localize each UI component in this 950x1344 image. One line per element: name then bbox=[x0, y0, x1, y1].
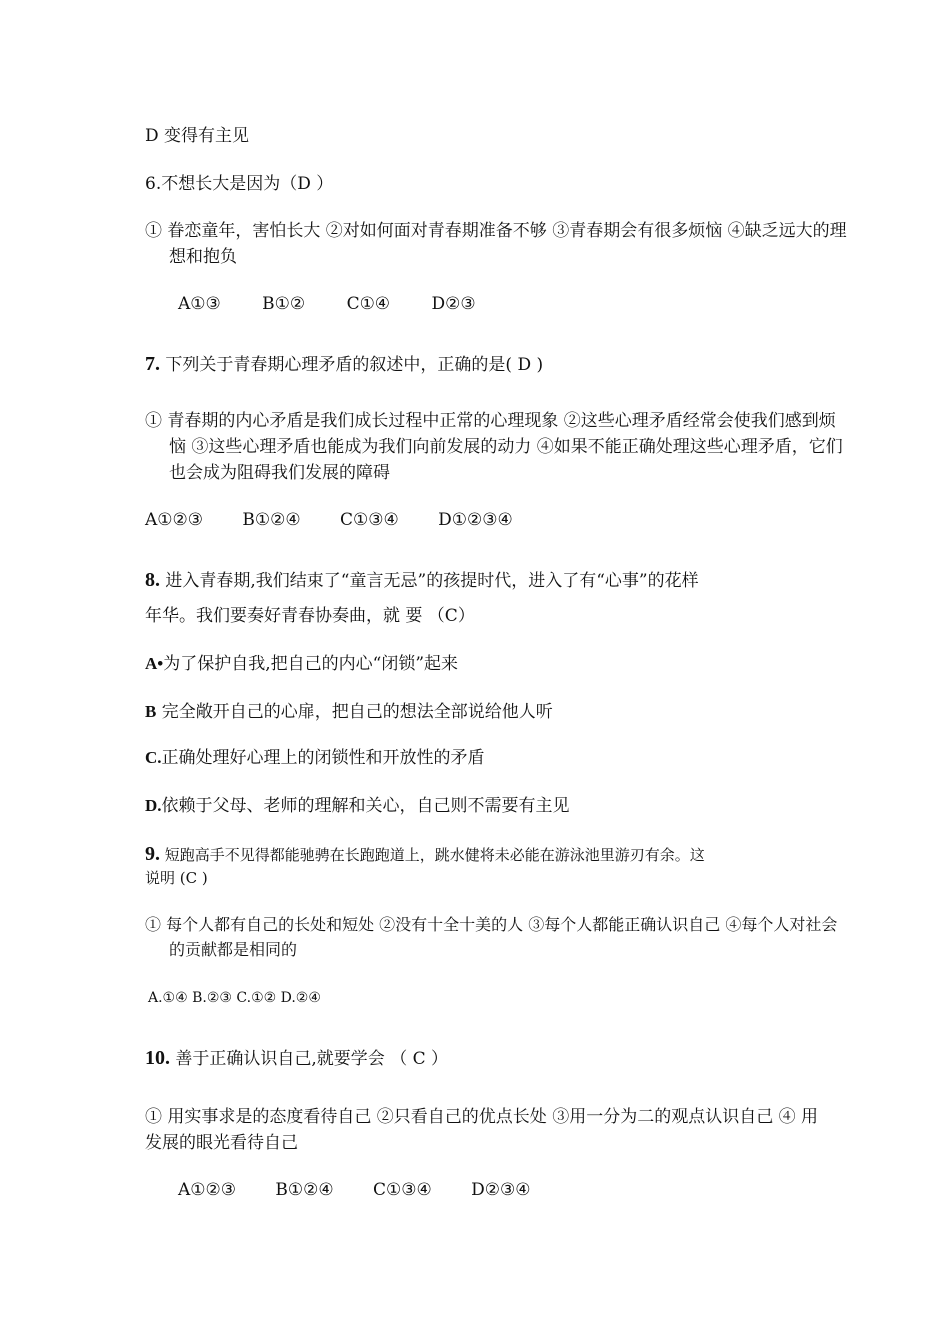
q8-option-b bbox=[145, 700, 553, 724]
q10-statements: ① 用实事求是的态度看待自己 ②只看自己的优点长处 ③用一分为二的观点认识自己 ④ 用发展的眼光看待自己 bbox=[145, 1107, 819, 1153]
q10-stem bbox=[145, 1046, 448, 1071]
q10-choice-d: D②③④ bbox=[471, 1180, 531, 1200]
q7-statements: ① 青春期的内心矛盾是我们成长过程中正常的心理现象 ②这些心理矛盾经常会使我们感到烦恼 ③这些心理矛盾也能成为我们向前发展的动力 ④如果不能正确处理这些心理矛盾，它们也会成为阻碍我们发展的障碍 bbox=[145, 411, 843, 483]
q9-stem-text: 短跑高手不见得都能驰骋在长跑跑道上，跳水健将未必能在游泳池里游刃有余。这 bbox=[160, 846, 705, 864]
q6-choice-a: A①③ bbox=[178, 294, 221, 314]
q7-choice-d: D①②③④ bbox=[438, 510, 513, 530]
q8-option-c-text: 正确处理好心理上的闭锁性和开放性的矛盾 bbox=[161, 748, 485, 768]
q8-option-d bbox=[145, 794, 570, 818]
q6-choice-b: B①② bbox=[262, 294, 306, 314]
q7-choice-b: B①②④ bbox=[242, 510, 301, 530]
q6-choice-d: D②③ bbox=[431, 294, 476, 314]
q8-option-a-label: A• bbox=[145, 654, 164, 673]
q7-stem-text: 下列关于青春期心理矛盾的叙述中，正确的是( D ) bbox=[160, 355, 544, 375]
q10-number: 10. bbox=[145, 1047, 170, 1069]
q8-stem-text: 进入青春期,我们结束了“童言无忌”的孩提时代，进入了有“心事”的花样 bbox=[160, 571, 699, 591]
q10-stem-text: 善于正确认识自己,就要学会 （ C ） bbox=[170, 1049, 449, 1069]
q9-choices: A.①④ B.②③ C.①② D.②④ bbox=[148, 990, 321, 1006]
q9-stem-line2: 说明 (C ) bbox=[145, 869, 208, 887]
q8-option-c bbox=[145, 746, 485, 770]
q10-choices bbox=[178, 1178, 565, 1202]
q8-option-c-label: C. bbox=[145, 748, 162, 767]
q8-number: 8. bbox=[145, 569, 160, 591]
q8-stem-line1 bbox=[145, 568, 699, 593]
q8-option-b-label: B bbox=[145, 702, 157, 721]
q6-choices bbox=[178, 292, 512, 316]
q9-stem-line1 bbox=[145, 842, 705, 867]
q8-option-d-label: D. bbox=[145, 796, 162, 815]
q9-number: 9. bbox=[145, 843, 160, 865]
q8-option-a bbox=[145, 652, 458, 676]
q7-stem bbox=[145, 352, 543, 377]
q7-choice-a: A①②③ bbox=[145, 510, 203, 530]
q7-choice-c: C①③④ bbox=[340, 510, 399, 530]
q8-stem-line2: 年华。我们要奏好青春协奏曲，就 要 （C） bbox=[145, 606, 475, 626]
q5-option-d: D 变得有主见 bbox=[145, 126, 250, 146]
q9-statements: ① 每个人都有自己的长处和短处 ②没有十全十美的人 ③每个人都能正确认识自己 ④每个人对社会的贡献都是相同的 bbox=[145, 915, 838, 959]
q7-choices bbox=[145, 508, 547, 532]
q10-choice-b: B①②④ bbox=[275, 1180, 334, 1200]
q8-option-a-text: 为了保护自我,把自己的内心“闭锁”起来 bbox=[163, 654, 459, 674]
q7-number: 7. bbox=[145, 353, 160, 375]
q6-statements: ① 眷恋童年，害怕长大 ②对如何面对青春期准备不够 ③青春期会有很多烦恼 ④缺乏远大的理想和抱负 bbox=[145, 221, 847, 267]
q10-choice-c: C①③④ bbox=[373, 1180, 432, 1200]
q8-option-d-text: 依赖于父母、老师的理解和关心，自己则不需要有主见 bbox=[161, 796, 570, 816]
q6-stem: 6.不想长大是因为（D ） bbox=[145, 174, 334, 194]
q6-choice-c: C①④ bbox=[346, 294, 391, 314]
q10-choice-a: A①②③ bbox=[178, 1180, 236, 1200]
q8-option-b-text: 完全敞开自己的心扉，把自己的想法全部说给他人听 bbox=[156, 702, 553, 722]
